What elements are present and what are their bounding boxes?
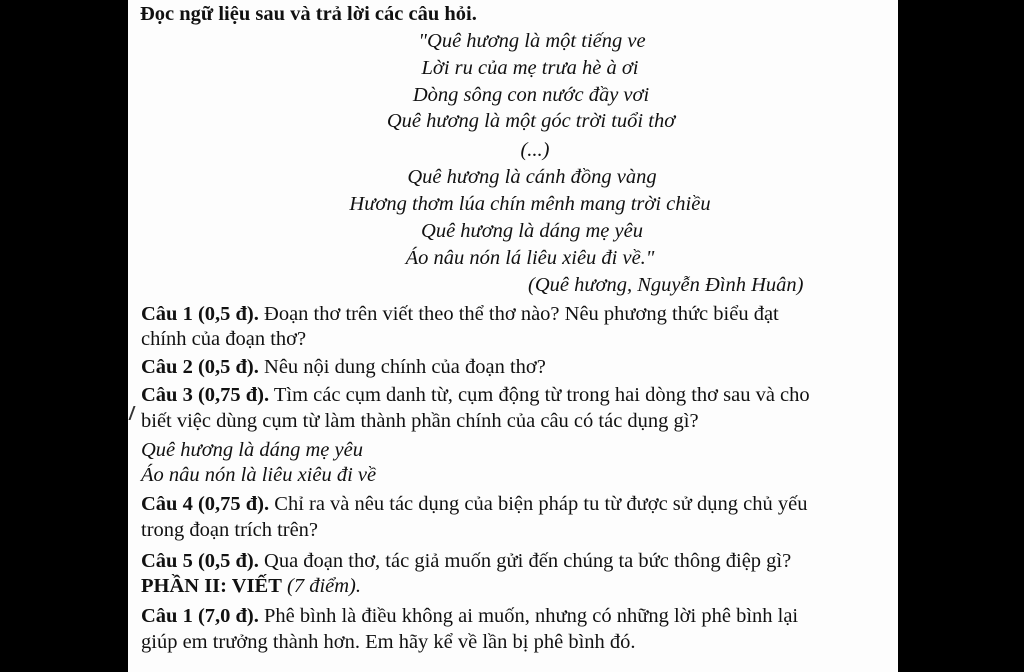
poem-line-3: Dòng sông con nước đầy vơi bbox=[412, 84, 650, 106]
question-4-line-1 bbox=[141, 492, 807, 516]
question-3-line-1 bbox=[141, 383, 810, 407]
question-2-text: Nêu nội dung chính của đoạn thơ? bbox=[258, 356, 546, 378]
poem-line-6: Quê hương là cánh đồng vàng bbox=[407, 166, 657, 188]
part-2-heading bbox=[141, 574, 361, 598]
question-1-line-1 bbox=[141, 302, 779, 326]
question-4-text: Chỉ ra và nêu tác dụng của biện pháp tu từ được sử dụng chủ yếu bbox=[269, 493, 808, 515]
question-3-quote-1: Quê hương là dáng mẹ yêu bbox=[141, 439, 363, 461]
part-2-label: PHẦN II: VIẾT bbox=[141, 575, 282, 597]
poem-line-1: "Quê hương là một tiếng ve bbox=[418, 30, 646, 52]
part-2-question-1-line-1 bbox=[141, 604, 798, 628]
right-black-bar bbox=[898, 0, 1024, 672]
question-5-label: Câu 5 (0,5 đ). bbox=[141, 550, 259, 572]
part-2-question-1-label: Câu 1 (7,0 đ). bbox=[141, 605, 259, 627]
poem-line-7: Hương thơm lúa chín mênh mang trời chiều bbox=[349, 193, 711, 215]
part-2-points: (7 điểm). bbox=[281, 575, 362, 597]
question-3-line-2: biết việc dùng cụm từ làm thành phần chính của câu có tác dụng gì? bbox=[141, 410, 699, 432]
question-5-line bbox=[141, 549, 791, 573]
question-3-quote-2: Áo nâu nón là liêu xiêu đi về bbox=[141, 464, 377, 486]
left-black-bar bbox=[0, 0, 128, 672]
part-2-question-1-line-2: giúp em trưởng thành hơn. Em hãy kể về lần bị phê bình đó. bbox=[141, 631, 636, 653]
part-2-question-1-text: Phê bình là điều không ai muốn, nhưng có những lời phê bình lại bbox=[258, 605, 799, 627]
question-2-line bbox=[141, 355, 546, 379]
question-5-text: Qua đoạn thơ, tác giả muốn gửi đến chúng ta bức thông điệp gì? bbox=[258, 550, 792, 572]
question-3-text: Tìm các cụm danh từ, cụm động từ trong hai dòng thơ sau và cho bbox=[269, 384, 810, 406]
question-2-label: Câu 2 (0,5 đ). bbox=[141, 356, 259, 378]
question-1-text: Đoạn thơ trên viết theo thể thơ nào? Nêu phương thức biểu đạt bbox=[258, 303, 779, 325]
document-page bbox=[128, 0, 898, 672]
poem-line-2: Lời ru của mẹ trưa hè à ơi bbox=[421, 57, 639, 79]
poem-line-8: Quê hương là dáng mẹ yêu bbox=[421, 220, 643, 242]
question-4-line-2: trong đoạn trích trên? bbox=[141, 519, 319, 541]
poem-source: (Quê hương, Nguyễn Đình Huân) bbox=[528, 274, 804, 296]
question-1-line-2: chính của đoạn thơ? bbox=[141, 328, 307, 350]
poem-line-9: Áo nâu nón lá liêu xiêu đi về." bbox=[405, 247, 655, 269]
poem-line-4: Quê hương là một góc trời tuổi thơ bbox=[386, 110, 676, 132]
question-4-label: Câu 4 (0,75 đ). bbox=[141, 493, 270, 515]
question-1-label: Câu 1 (0,5 đ). bbox=[141, 303, 259, 325]
question-3-label: Câu 3 (0,75 đ). bbox=[141, 384, 270, 406]
heading: Đọc ngữ liệu sau và trả lời các câu hỏi. bbox=[140, 3, 477, 25]
poem-line-5: (...) bbox=[520, 139, 550, 161]
